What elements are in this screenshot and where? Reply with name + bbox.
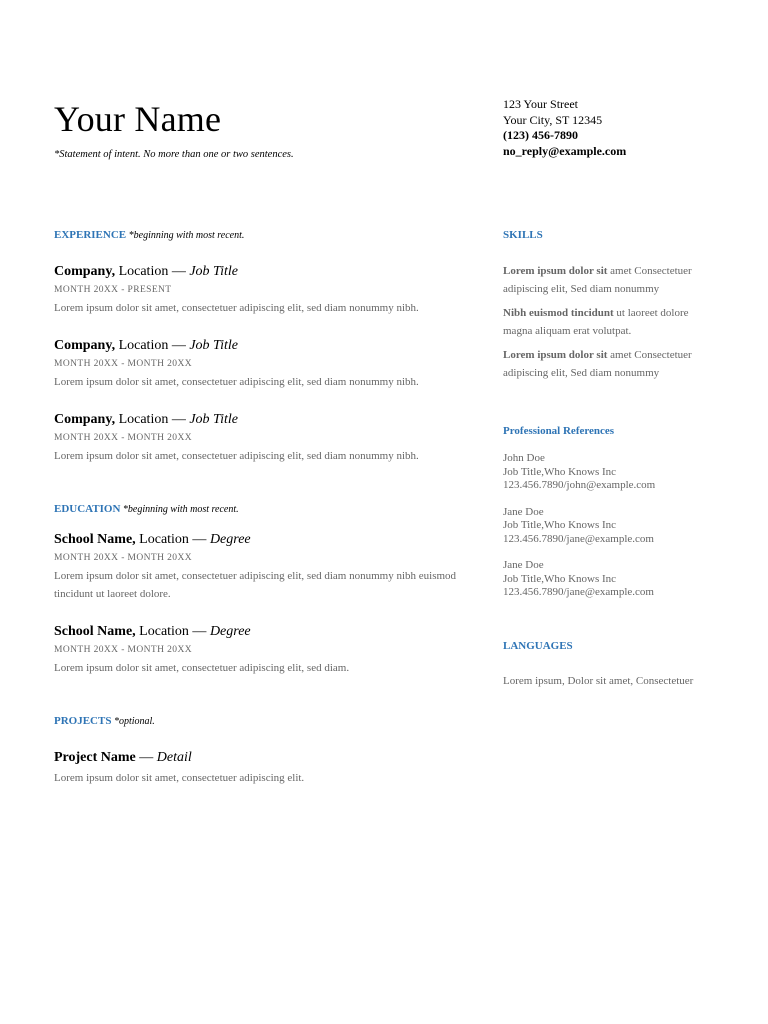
school-location: Location — [135,624,210,639]
skill-item [503,304,703,340]
right-column [503,228,703,690]
statement-of-intent: *Statement of intent. No more than one or two sentences. [54,149,294,160]
project-separator: — [135,750,157,765]
skill-item [503,262,703,298]
experience-entry-title [54,263,474,281]
languages-text: Lorem ipsum, Dolor sit amet, Consectetuer [503,674,694,687]
reference-title: Job Title,Who Knows Inc [503,519,617,531]
projects-heading-label: PROJECTS [54,715,112,727]
experience-description: Lorem ipsum dolor sit amet, consectetuer adipiscing elit, sed diam nonummy nibh. [54,302,419,314]
project-name: Project Name [54,750,136,765]
experience-dates: MONTH 20XX - MONTH 20XX [54,359,192,369]
company-location: Location — [115,412,190,427]
project-detail: Detail [156,750,192,765]
project-description: Lorem ipsum dolor sit amet, consectetuer adipiscing elit. [54,772,305,784]
company-name: Company, [54,264,116,279]
reference-title: Job Title,Who Knows Inc [503,572,617,585]
contact-block [503,97,626,159]
references-heading: Professional References [503,425,615,437]
school-name: School Name, [54,532,136,547]
experience-heading-label: EXPERIENCE [54,229,127,241]
contact-city: Your City, ST 12345 [503,112,603,127]
education-heading [54,502,474,517]
reference-name: Jane Doe [503,505,544,518]
job-title: Job Title [189,338,238,353]
contact-street: 123 Your Street [503,97,579,111]
projects-heading [54,714,474,729]
company-location: Location — [115,264,190,279]
skill-item-bold: Lorem ipsum dolor sit [503,349,608,361]
company-name: Company, [54,412,116,427]
education-heading-label: EDUCATION [54,503,121,515]
reference-item [503,452,703,493]
reference-name: Jane Doe [503,559,544,571]
company-location: Location — [115,338,190,353]
job-title: Job Title [189,412,238,427]
degree: Degree [209,532,251,547]
education-entry [54,531,474,603]
skill-item-text: ut laoreet dolore magna aliquam erat volutpat. [503,307,689,337]
languages-heading: LANGUAGES [503,639,573,652]
projects-heading-note: *optional. [111,716,155,727]
education-description: Lorem ipsum dolor sit amet, consectetuer adipiscing elit, sed diam. [54,662,350,674]
school-location: Location — [135,532,210,547]
project-entry-title [54,749,474,767]
company-name: Company, [54,338,116,353]
education-entry [54,623,474,677]
education-entry-title [54,531,474,549]
reference-item [503,559,703,600]
reference-item [503,506,703,547]
education-dates: MONTH 20XX - MONTH 20XX [54,645,192,655]
reference-name: John Doe [503,452,545,464]
left-column [54,228,474,787]
skill-item-bold: Lorem ipsum dolor sit [503,265,608,277]
project-entry [54,749,474,787]
skill-item-text: amet Consectetuer adipiscing elit, Sed diam nonummy [503,265,692,295]
school-name: School Name, [54,624,136,639]
education-heading-note: *beginning with most recent. [120,504,239,515]
reference-contact: 123.456.7890/john@example.com [503,479,656,491]
skill-item-text: amet Consectetuer adipiscing elit, Sed diam nonummy [503,349,692,379]
experience-entry [54,263,474,317]
reference-contact: 123.456.7890/jane@example.com [503,586,654,598]
degree: Degree [209,624,251,639]
skill-item [503,346,703,382]
resume-name: Your Name [54,99,222,139]
education-dates: MONTH 20XX - MONTH 20XX [54,553,192,563]
experience-dates: MONTH 20XX - MONTH 20XX [54,433,192,443]
experience-heading [54,228,474,243]
reference-contact: 123.456.7890/jane@example.com [503,532,654,545]
education-description: Lorem ipsum dolor sit amet, consectetuer adipiscing elit, sed diam nonummy nibh euismod tincidunt ut laoreet dolore. [54,570,457,600]
experience-description: Lorem ipsum dolor sit amet, consectetuer adipiscing elit, sed diam nonummy nibh. [54,376,419,388]
contact-phone: (123) 456-7890 [503,128,578,142]
experience-heading-note: *beginning with most recent. [126,230,245,241]
education-entry-title [54,623,474,641]
experience-description: Lorem ipsum dolor sit amet, consectetuer adipiscing elit, sed diam nonummy nibh. [54,450,419,462]
experience-entry-title [54,411,474,429]
skills-heading: SKILLS [503,229,543,241]
skill-item-bold: Nibh euismod tincidunt [503,307,614,319]
experience-dates: MONTH 20XX - PRESENT [54,285,172,295]
experience-entry [54,337,474,391]
contact-email: no_reply@example.com [503,143,627,158]
experience-entry-title [54,337,474,355]
job-title: Job Title [189,264,238,279]
reference-title: Job Title,Who Knows Inc [503,465,617,478]
experience-entry [54,411,474,465]
